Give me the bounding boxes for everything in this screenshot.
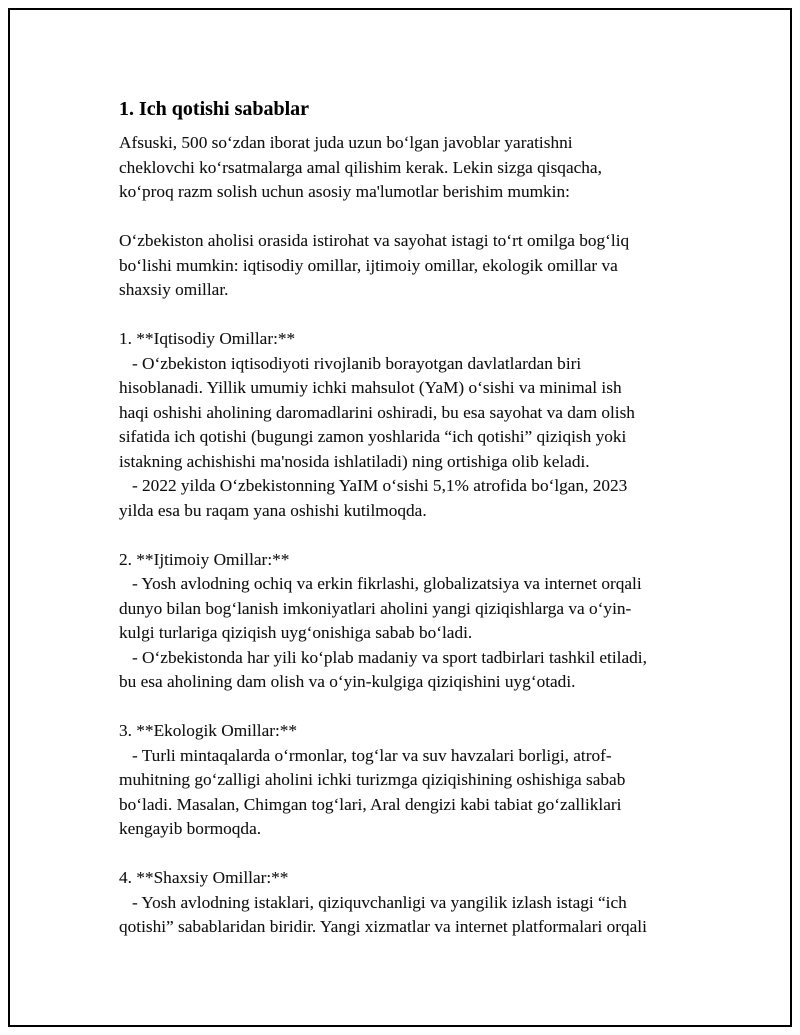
text-line: O‘zbekiston aholisi orasida istirohat va sayohat istagi to‘rt omilga bog‘liq (119, 231, 630, 250)
text-line: - Yosh avlodning ochiq va erkin fikrlashi, globalizatsiya va internet orqali (119, 574, 642, 593)
text-line: bo‘ladi. Masalan, Chimgan tog‘lari, Aral dengizi kabi tabiat go‘zalliklari (119, 794, 622, 814)
ecological-factors-section (119, 719, 699, 842)
social-factors-section (119, 548, 699, 695)
personal-factors-section (119, 866, 699, 940)
text-line: bu esa aholining dam olish va o‘yin-kulgiga qiziqishini uyg‘otadi. (119, 672, 576, 691)
text-line: ko‘proq razm solish uchun asosiy ma'lumotlar berishim mumkin: (119, 182, 570, 201)
text-line: dunyo bilan bog‘lanish imkoniyatlari aholini yangi qiziqishlarga va o‘yin- (119, 598, 632, 618)
text-line: kulgi turlariga qiziqish uyg‘onishiga sabab bo‘ladi. (119, 623, 473, 642)
paragraph-gap (119, 842, 699, 867)
text-line: qotishi” sabablaridan biridir. Yangi xizmatlar va internet platformalari orqali (119, 917, 647, 936)
paragraph-gap (119, 205, 699, 230)
paragraph-gap (119, 695, 699, 720)
intro-paragraph (119, 131, 699, 205)
list-item-title: 1. **Iqtisodiy Omillar:** (119, 329, 296, 348)
text-line: - 2022 yilda O‘zbekistonning YaIM o‘sishi 5,1% atrofida bo‘lgan, 2023 (119, 476, 628, 495)
overview-paragraph (119, 229, 699, 303)
text-line: - Yosh avlodning istaklari, qiziquvchanligi va yangilik izlash istagi “ich (119, 892, 627, 912)
text-line: istakning achishishi ma'nosida ishlatiladi) ning ortishiga olib keladi. (119, 451, 590, 471)
paragraph-gap (119, 523, 699, 548)
text-line: sifatida ich qotishi (bugungi zamon yoshlarida “ich qotishi” qiziqish yoki (119, 427, 627, 446)
text-line: hisoblanadi. Yillik umumiy ichki mahsulot (YaM) o‘sishi va minimal ish (119, 378, 622, 397)
text-line: - O‘zbekistonda har yili ko‘plab madaniy va sport tadbirlari tashkil etiladi, (119, 647, 647, 667)
list-item-title: 2. **Ijtimoiy Omillar:** (119, 549, 290, 569)
section-heading: 1. Ich qotishi sabablar (119, 98, 310, 120)
text-line: Afsuski, 500 so‘zdan iborat juda uzun bo‘lgan javoblar yaratishni (119, 133, 573, 152)
text-line: haqi oshishi aholining daromadlarini oshiradi, bu esa sayohat va dam olish (119, 402, 635, 422)
list-item-title: 4. **Shaxsiy Omillar:** (119, 868, 289, 887)
text-line: bo‘lishi mumkin: iqtisodiy omillar, ijtimoiy omillar, ekologik omillar va (119, 255, 618, 275)
text-line: yilda esa bu raqam yana oshishi kutilmoqda. (119, 500, 427, 520)
paragraph-gap (119, 303, 699, 328)
document-body (119, 97, 699, 940)
text-line: - Turli mintaqalarda o‘rmonlar, tog‘lar va suv havzalari borligi, atrof- (119, 745, 612, 765)
text-line: shaxsiy omillar. (119, 280, 229, 299)
text-line: cheklovchi ko‘rsatmalarga amal qilishim kerak. Lekin sizga qisqacha, (119, 157, 602, 177)
text-line: muhitning go‘zalligi aholini ichki turizmga qiziqishining oshishiga sabab (119, 770, 626, 789)
list-item-title: 3. **Ekologik Omillar:** (119, 721, 298, 740)
economic-factors-section (119, 327, 699, 523)
text-line: - O‘zbekiston iqtisodiyoti rivojlanib borayotgan davlatlardan biri (119, 353, 582, 373)
text-line: kengayib bormoqda. (119, 819, 262, 838)
page-frame (8, 8, 792, 1027)
